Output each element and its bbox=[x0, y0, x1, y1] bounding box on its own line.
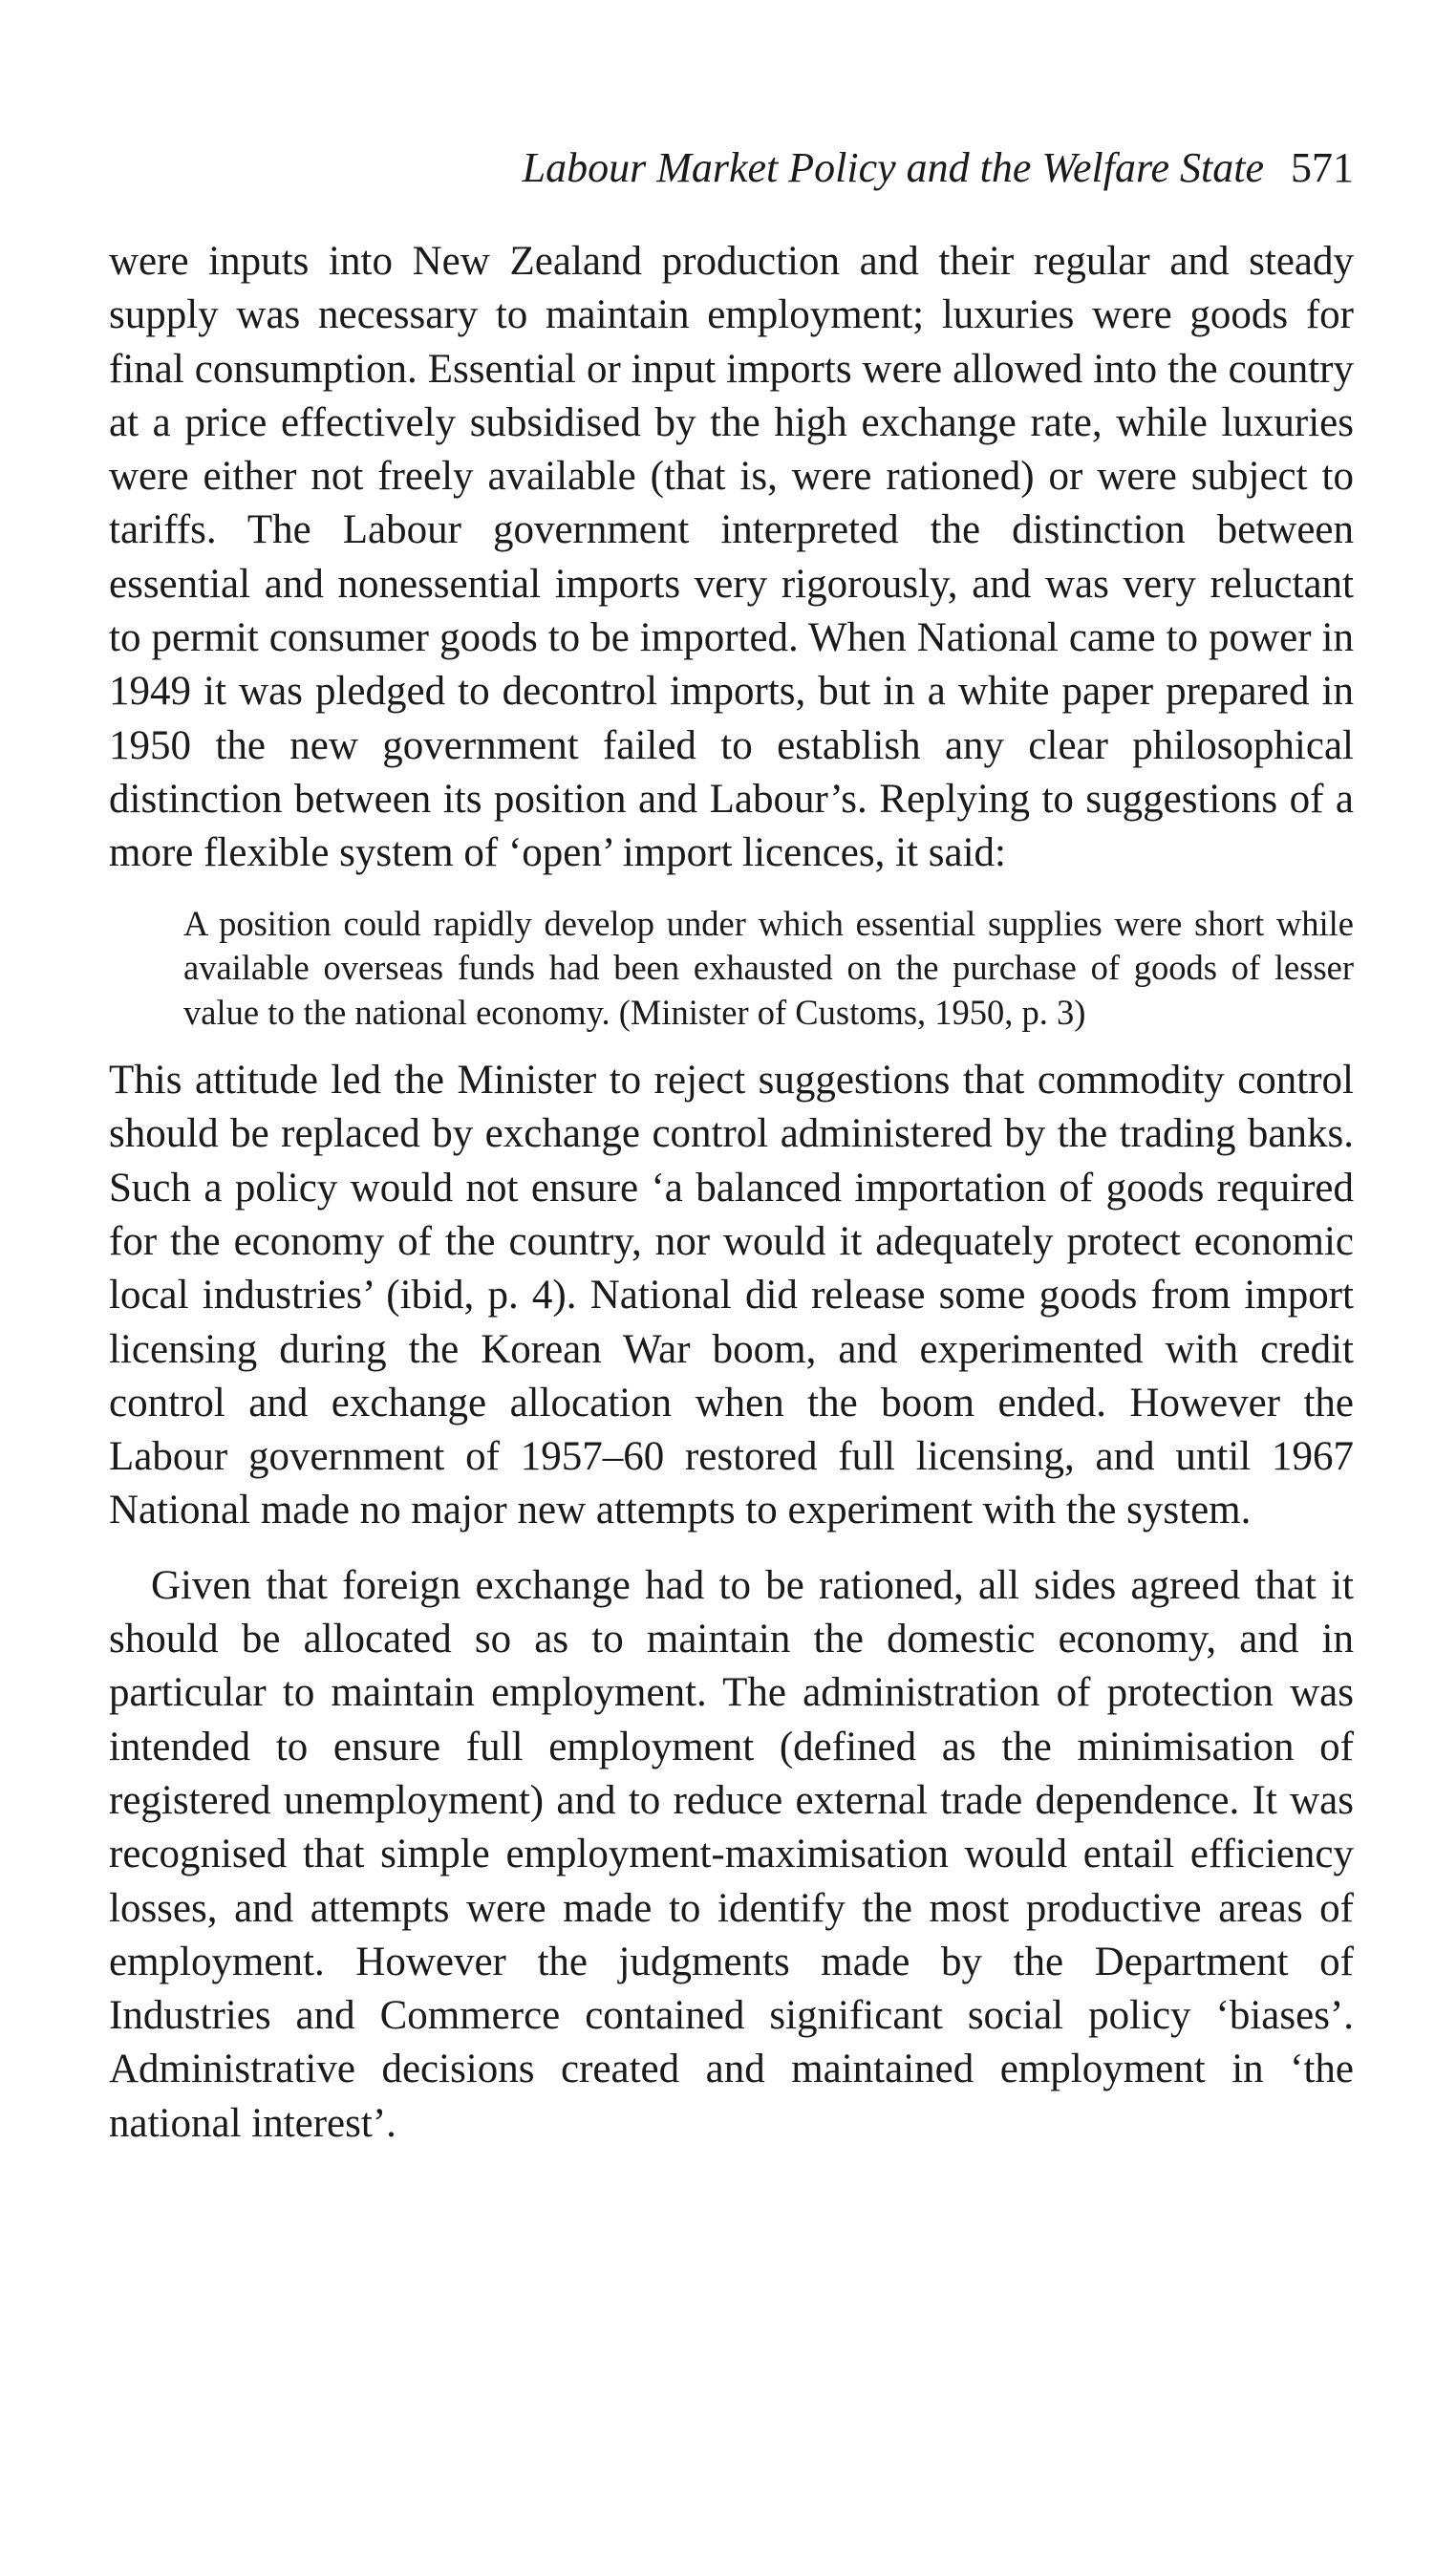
paragraph-indented: Given that foreign exchange had to be rationed, all sides agreed that it should be allocated so as to maintain the domestic economy, and in particular to maintain employment. The administration of protection was intended to ensure full employment (defined as the minimisation of registered unemployment) and to reduce external trade dependence. It was recognised that simple employment-maximisation would entail efficiency losses, and attempts were made to identify the most productive areas of employment. However the judgments made by the Department of Industries and Commerce contained significant social policy ‘biases’. Administrative decisions created and maintained employment in ‘the national interest’. bbox=[109, 1562, 1354, 2146]
body-text bbox=[109, 235, 1354, 2151]
block-quote: A position could rapidly develop under which essential supplies were short while available overseas funds had been exhausted on the purchase of goods of lesser value to the national economy. (Minister of Customs, 1950, p. 3) bbox=[183, 903, 1354, 1032]
paragraph-after-quote: This attitude led the Minister to reject suggestions that commodity control should be replaced by exchange control administered by the trading banks. Such a policy would not ensure ‘a balanced importation of goods required for the economy of the country, nor would it adequately protect economic local industries’ (ibid, p. 4). National did release some goods from import licensing during the Korean War boom, and experimented with credit control and exchange allocation when the boom ended. However the Labour government of 1957–60 restored full licensing, and until 1967 National made no major new attempts to experiment with the system. bbox=[109, 1058, 1354, 1533]
running-head bbox=[109, 141, 1354, 195]
page-number: 571 bbox=[1291, 144, 1354, 191]
paragraph-continued: were inputs into New Zealand production and their regular and steady supply was necessary to maintain employment; luxuries were goods for final consumption. Essential or input imports were allowed into the country at a price effectively subsidised by the high exchange rate, while luxuries were either not freely available (that is, were rationed) or were subject to tariffs. The Labour government interpreted the distinction between essential and nonessential imports very rigorously, and was very reluctant to permit consumer goods to be imported. When National came to power in 1949 it was pledged to decontrol imports, but in a white paper prepared in 1950 the new government failed to establish any clear philosophical distinction between its position and Labour’s. Replying to suggestions of a more flexible system of ‘open’ import licences, it said: bbox=[109, 239, 1354, 876]
running-title: Labour Market Policy and the Welfare State bbox=[522, 144, 1264, 191]
